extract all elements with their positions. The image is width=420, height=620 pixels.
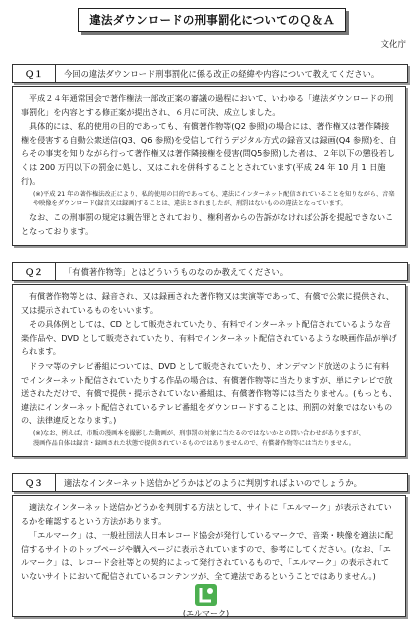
l-mark-logo: [176, 584, 236, 619]
q2-paragraph-2: その具体例としては、CD として販売されていたり、有料でインターネット配信されているような音楽作品や、DVD として販売されていたり、有料でインターネット配信されているような映画作品が挙げられます。: [21, 319, 397, 357]
q3-paragraph-1: 適法なインターネット送信かどうかを判別する方法として、サイトに「エルマーク」が表示されているかを確認するという方法があります。: [21, 502, 392, 526]
q2-paragraph-1: 有償著作物等とは、録音され、又は録画された著作物又は実演等であって、有償で公衆に提供され、又は提示されているものをいいます。: [21, 291, 394, 315]
q1-header: [12, 64, 408, 83]
q3-number: Ｑ３: [13, 474, 56, 491]
q1-question: 今回の違法ダウンロード刑事罰化に係る改正の経緯や内容について教えてください。: [64, 68, 380, 79]
q2-number: Ｑ２: [13, 263, 56, 280]
q1-answer: [12, 86, 406, 246]
q1-paragraph-3: なお、この刑事罰の規定は親告罪とされており、権利者からの告訴がなければ公訴を提起できないことなっております。: [21, 212, 394, 236]
q1-paragraph-1: 平成２４年通常国会で著作権法一部改正案の審議の過程において、いわゆる「違法ダウンロードの刑事罰化」を内容とする修正案が提出され、６月に可決、成立しました。: [21, 93, 394, 117]
q3-header: [12, 473, 408, 492]
l-mark-icon: [195, 584, 217, 606]
q1-paragraph-2: 具体的には、私的使用の目的であっても、有償著作物等(Q2 参照)の場合には、著作権又は著作隣接権を侵害する自動公衆送信(Q3、Q6 参照)を受信して行うデジタル方式の録音又は録画(Q4 参照)を、自らその事実を知りながら行って著作権又は著作隣接権を侵害(問Q5参照)した者は、２年以下の懲役若しくは 200 万円以下の罰金に処し、又はこれを併科することとされています(平成 24 年 10 月 1 日施行)。: [21, 121, 397, 186]
q2-note-2: 漫画作品自体は録音・録画された状態で提供されているものではありませんので、有償著作物等には当たりません。: [33, 439, 355, 447]
q2-note-1: (※)なお、例えば、市販の漫画本を撮影した動画が、刑事罰の対象に当たるのではないかとの問い合わせがありますが、: [33, 429, 365, 437]
q1-note: (※)平成 21 年の著作権法改正により、私的使用の目的であっても、違法にインターネット配信されていることを知りながら、音楽や映像をダウンロード(録音又は録画)することは、違法とされましたが、刑罰はないものの違法となっています。: [33, 191, 395, 208]
document-title-text: 違法ダウンロードの刑事罰化についてのＱ＆Ａ: [89, 13, 335, 27]
q3-question: 適法なインターネット送信かどうかはどのように判別すればよいのでしょうか。: [64, 477, 362, 488]
q2-question: 「有償著作物等」とはどういうものなのか教えてください。: [64, 266, 289, 277]
q2-paragraph-3: ドラマ等のテレビ番組については、DVD として販売されていたり、オンデマンド放送のように有料でインターネット配信されていたりする作品の場合は、有償著作物等に当たりますが、単にテレビで放送されただけで、有償で提供・提示されていない番組は、有償著作物等には当たりません。(もっとも、違法にインターネット配信されているテレビ番組をダウンロードすることは、刑罰の対象ではないものの、法律違反となります。): [21, 360, 397, 426]
q2-answer: [12, 284, 406, 457]
document-title: [78, 8, 346, 32]
q1-number: Ｑ１: [13, 65, 56, 82]
q2-header: [12, 262, 408, 281]
l-mark-label: (エルマーク): [182, 609, 230, 618]
ministry-name: 文化庁: [380, 40, 406, 50]
q3-paragraph-2: 「エルマーク」は、一般社団法人日本レコード協会が発行しているマークで、音楽・映像を適法に配信するサイトのトップページや購入ページに表示されていますので、参考にしてください。(なお、「エルマーク」は、レコード会社等との契約によって発行されているもので、「エルマーク」の表示されていないサイトにおいて配信されているコンテンツが、全て違法であるということではありません。): [21, 530, 394, 581]
